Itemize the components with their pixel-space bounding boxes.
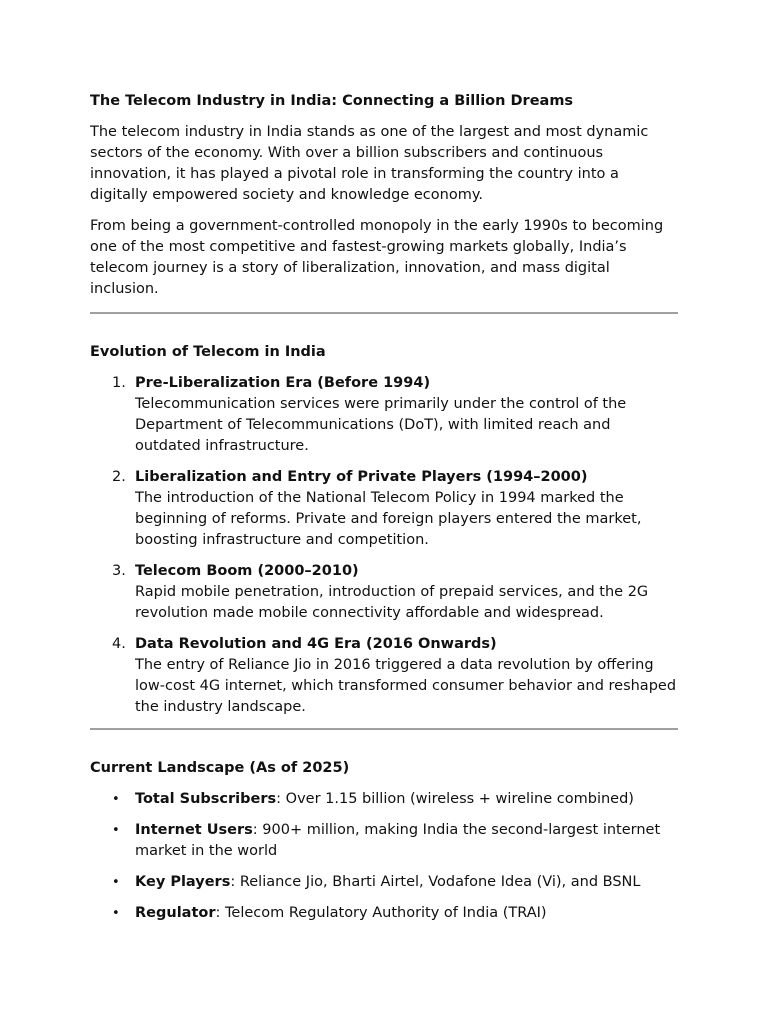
evolution-item <box>90 561 680 624</box>
document-page <box>90 91 680 934</box>
bullet-icon: • <box>112 792 120 807</box>
item-title: Telecom Boom (2000–2010) <box>135 563 359 579</box>
item-label: Total Subscribers <box>135 791 277 807</box>
document-title: The Telecom Industry in India: Connecting a Billion Dreams <box>90 93 574 109</box>
bullet-icon: • <box>112 906 120 921</box>
item-label: Key Players <box>135 874 231 890</box>
item-number: 1. <box>112 375 126 391</box>
landscape-item <box>90 903 680 924</box>
evolution-list <box>90 373 680 718</box>
landscape-item <box>90 872 680 893</box>
landscape-heading: Current Landscape (As of 2025) <box>90 760 350 776</box>
item-title: Data Revolution and 4G Era (2016 Onwards) <box>135 636 497 652</box>
intro-paragraph-2: From being a government-controlled monopoly in the early 1990s to becoming one of the most competitive and fastest-growing markets globally, India’s telecom journey is a story of liberalization, innovation, and mass digital inclusion. <box>90 218 664 297</box>
landscape-item <box>90 789 680 810</box>
section-divider <box>90 312 678 314</box>
item-text: : 900+ million, making India the second-largest internet market in the world <box>135 822 661 859</box>
item-title: Liberalization and Entry of Private Players (1994–2000) <box>135 469 588 485</box>
landscape-item <box>90 820 680 862</box>
item-description: Telecommunication services were primarily under the control of the Department of Telecommunications (DoT), with limited reach and outdated infrastructure. <box>135 396 627 454</box>
item-text: : Telecom Regulatory Authority of India (TRAI) <box>215 905 547 921</box>
item-description: The introduction of the National Telecom Policy in 1994 marked the beginning of reforms. Private and foreign players entered the market, boosting infrastructure and competition. <box>135 490 642 548</box>
landscape-list <box>90 789 680 924</box>
item-number: 4. <box>112 636 126 652</box>
item-text: : Over 1.15 billion (wireless + wireline combined) <box>276 791 634 807</box>
item-label: Regulator <box>135 905 216 921</box>
evolution-item <box>90 634 680 718</box>
intro-paragraph-1: The telecom industry in India stands as one of the largest and most dynamic sectors of the economy. With over a billion subscribers and continuous innovation, it has played a pivotal role in transforming the country into a digitally empowered society and knowledge economy. <box>90 124 649 203</box>
bullet-icon: • <box>112 823 120 838</box>
item-description: Rapid mobile penetration, introduction of prepaid services, and the 2G revolution made mobile connectivity affordable and widespread. <box>135 584 649 621</box>
item-number: 3. <box>112 563 126 579</box>
item-description: The entry of Reliance Jio in 2016 triggered a data revolution by offering low-cost 4G internet, which transformed consumer behavior and reshaped the industry landscape. <box>135 657 677 715</box>
item-number: 2. <box>112 469 126 485</box>
item-title: Pre-Liberalization Era (Before 1994) <box>135 375 431 391</box>
evolution-heading: Evolution of Telecom in India <box>90 344 326 360</box>
bullet-icon: • <box>112 875 120 890</box>
evolution-item <box>90 373 680 457</box>
item-text: : Reliance Jio, Bharti Airtel, Vodafone Idea (Vi), and BSNL <box>230 874 641 890</box>
item-label: Internet Users <box>135 822 253 838</box>
section-divider <box>90 728 678 730</box>
evolution-item <box>90 467 680 551</box>
